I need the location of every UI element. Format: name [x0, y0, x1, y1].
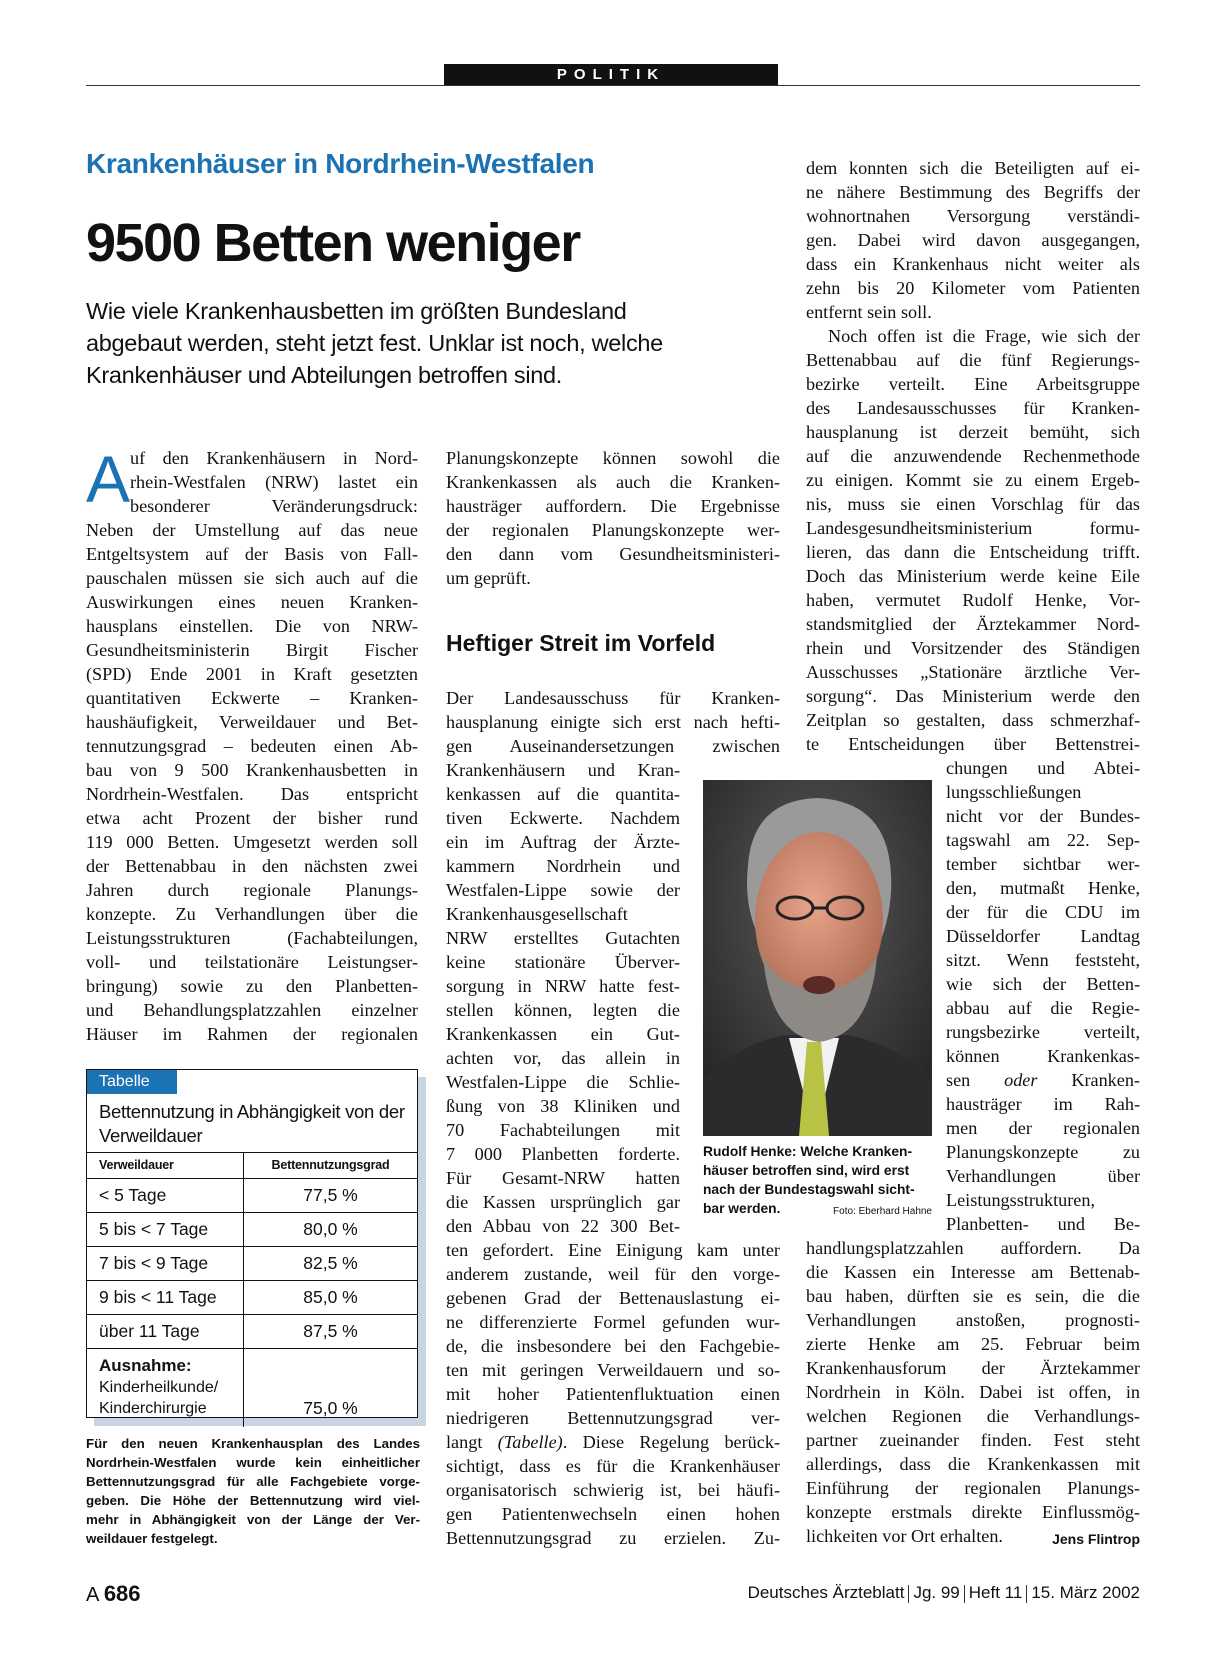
text-line: auf die anzuwendende Rechenmethode — [806, 446, 1140, 466]
dropcap: A — [86, 442, 131, 516]
text-line: gebenen Grad der Bettenauslastung ei- — [446, 1288, 780, 1308]
text-line: konzepte erstmals direkte Einflussmög- — [806, 1502, 1140, 1522]
text-line: Planungskonzepte zu — [946, 1142, 1140, 1162]
text-line: geben. Die Höhe der Bettennutzung wird viel- — [86, 1493, 420, 1508]
text-line: Für den neuen Krankenhausplan des Landes — [86, 1436, 420, 1451]
text-line: den Abbau von 22 300 Bet- — [446, 1216, 680, 1236]
text-line: den, mutmaßt Henke, — [946, 878, 1140, 898]
text-line: Landesgesundheitsministerium formu- — [806, 518, 1140, 538]
text-line: wohnortnahen Versorgung verständi- — [806, 206, 1140, 226]
portrait-image — [703, 780, 932, 1136]
text-line: anderem zustande, weil für den vorge- — [446, 1264, 780, 1284]
text-line: rhein und Vorsitzender des Ständigen — [806, 638, 1140, 658]
text-line: Gesundheitsministerin Birgit Fischer — [86, 640, 418, 660]
text-line: achten vor, das allein in — [446, 1048, 680, 1068]
portrait-photo — [703, 780, 932, 1136]
text-line: sorgung in NRW hatte fest- — [446, 976, 680, 996]
text-line: um geprüft. — [446, 568, 531, 588]
text-line: kenkassen auf die quantita- — [446, 784, 680, 804]
text-line: Planungskonzepte können sowohl die — [446, 448, 780, 468]
text-line: ein im Auftrag der Ärzte- — [446, 832, 680, 852]
text-line: Der Landesausschuss für Kranken- — [446, 688, 780, 708]
table-cell: 82,5 % — [303, 1253, 358, 1273]
text-line: bringung) sowie zu den Planbetten- — [86, 976, 418, 996]
text-line: der regionalen Planungskonzepte wer- — [446, 520, 780, 540]
text-line: dem konnten sich die Beteiligten auf ei- — [806, 158, 1140, 178]
text-line: mit hoher Patientenfluktuation einen — [446, 1384, 780, 1404]
text-line: Planbetten- und Be- — [946, 1214, 1140, 1234]
text-line: Verhandlungen über — [946, 1166, 1140, 1186]
text-line: lieren, das dann die Entscheidung trifft. — [806, 542, 1140, 562]
text-line: langt (Tabelle). Diese Regelung berück- — [446, 1432, 781, 1452]
table-row — [87, 1280, 417, 1314]
text-line: ne nähere Bestimmung des Begriffs der — [806, 182, 1140, 202]
text-line: gen Patientenwechseln einen hohen — [446, 1504, 780, 1524]
section-label: POLITIK — [444, 64, 778, 85]
text-line: die Kassen ein Interesse am Bettenab- — [806, 1262, 1140, 1282]
text-line: Leistungsstrukturen, — [946, 1190, 1096, 1210]
text-line: Bettennutzungsgrad für alle Fachgebiete vorge- — [86, 1474, 420, 1489]
text-line: zu einigen. Kommt sie zu einem Ergeb- — [806, 470, 1140, 490]
text-line: ne differenzierte Formel gefunden wur- — [446, 1312, 780, 1332]
date: 15. März 2002 — [1031, 1583, 1140, 1602]
text-line: lichkeiten vor Ort erhalten. Jens Flintrop — [806, 1524, 1140, 1548]
article-headline: 9500 Betten weniger — [86, 213, 580, 273]
table-cell: 87,5 % — [303, 1321, 358, 1341]
text-line: bau haben, dürften sie es sein, die die — [806, 1286, 1140, 1306]
text-line: der Bettenabbau in den nächsten zwei — [86, 856, 418, 876]
text-line: Bettenabbau auf die fünf Regierungs- — [806, 350, 1140, 370]
text-line: tennutzungsgrad – bedeuten einen Ab- — [86, 736, 418, 756]
table-row — [87, 1246, 417, 1280]
text-line: gen Auseinandersetzungen zwischen — [446, 736, 780, 756]
text-line: partner zueinander finden. Fest steht — [806, 1430, 1140, 1450]
text-line: mehr in Abhängigkeit von der Länge der Ver- — [86, 1512, 420, 1527]
text-line: nach der Bundestagswahl sicht- — [703, 1182, 915, 1197]
text-line: hausplanung ist derzeit bemüht, sich — [806, 422, 1140, 442]
table-cell: Ausnahme: Kinderheilkunde/ Kinderchirurgie — [87, 1349, 244, 1427]
text-line: Westfalen-Lippe die Schlie- — [446, 1072, 680, 1092]
text-line: standsmitglied der Ärztekammer Nord- — [806, 614, 1140, 634]
text-line: Bettennutzungsgrad zu erzielen. Zu- — [446, 1528, 780, 1548]
text-line: hausträger auffordern. Die Ergebnisse — [446, 496, 780, 516]
journal-name: Deutsches Ärzteblatt — [747, 1583, 905, 1602]
text-line: sorgung“. Das Ministerium werde den — [806, 686, 1140, 706]
table-cell: 5 bis < 7 Tage — [87, 1213, 244, 1246]
text-line: hausträger im Rah- — [946, 1094, 1140, 1114]
separator — [1026, 1585, 1027, 1603]
text-line: keine stationäre Überver- — [446, 952, 680, 972]
text-line: lungsschließungen — [946, 782, 1082, 802]
text-line: haben, vermutet Rudolf Henke, Vor- — [806, 590, 1140, 610]
data-table — [86, 1069, 418, 1418]
text-line: nis, muss sie einen Vorschlag für das — [806, 494, 1140, 514]
text-line: ten mit geringen Verweildauern und so- — [446, 1360, 780, 1380]
text-line: Häuser im Rahmen der regionalen — [86, 1024, 418, 1044]
text-line: Ausschusses „Stationäre ärztliche Ver- — [806, 662, 1140, 682]
text-line: gen. Dabei wird davon ausgegangen, — [806, 230, 1140, 250]
text-line: der für die CDU im — [946, 902, 1140, 922]
body-column-1 — [86, 442, 418, 1046]
text-line: Krankenhausgesellschaft — [446, 904, 628, 924]
text-line: Krankenkassen ein Gut- — [446, 1024, 680, 1044]
text-line: nicht vor der Bundes- — [946, 806, 1140, 826]
text-line: zehn bis 20 Kilometer vom Patienten — [806, 278, 1140, 298]
text-line: bar werden. Foto: Eberhard Hahne — [703, 1199, 932, 1218]
volume: Jg. 99 — [913, 1583, 960, 1602]
table-caption — [86, 1434, 420, 1548]
table-cell: 9 bis < 11 Tage — [87, 1281, 244, 1314]
emphasis: oder — [1004, 1070, 1038, 1090]
article-kicker: Krankenhäuser in Nordrhein-Westfalen — [86, 148, 595, 179]
text-line: den dann vom Gesundheitsministeri- — [446, 544, 780, 564]
text-line: te Entscheidungen über Bettenstrei- — [806, 734, 1140, 754]
text-line: pauschalen müssen sie sich auch auf die — [86, 568, 418, 588]
author-name: Jens Flintrop — [1052, 1531, 1140, 1547]
issue: Heft 11 — [968, 1583, 1023, 1602]
text-line: besonderer Veränderungsdruck: — [130, 496, 418, 516]
page-prefix: A — [86, 1584, 99, 1606]
text-line: Einführung der regionalen Planungs- — [806, 1478, 1140, 1498]
table-tab: Tabelle — [87, 1070, 177, 1094]
lead-line: abgebaut werden, steht jetzt fest. Unklar ist noch, welche — [86, 330, 663, 356]
text-line: allerdings, dass die Krankenkassen mit — [806, 1454, 1140, 1474]
text-line: hausplans einstellen. Die von NRW- — [86, 616, 418, 636]
body-column-2-full — [446, 686, 780, 758]
text-line: Für Gesamt-NRW hatten — [446, 1168, 680, 1188]
text-line: Krankenhäusern und Kran- — [446, 760, 680, 780]
subheading: Heftiger Streit im Vorfeld — [446, 630, 716, 656]
table-row — [87, 1178, 417, 1212]
text-line: de, die insbesondere bei den Fachgebie- — [446, 1336, 780, 1356]
text-line: handlungsplatzzahlen auffordern. Da — [806, 1238, 1140, 1258]
text-line: weildauer festgelegt. — [86, 1531, 218, 1546]
table-cell: 77,5 % — [303, 1185, 358, 1205]
text-line: Doch das Ministerium werde keine Eile — [806, 566, 1140, 586]
body-column-3-top — [806, 156, 1140, 756]
table-row-exception — [87, 1348, 417, 1427]
table-title: Bettennutzung in Abhängigkeit von der Verweildauer — [99, 1101, 405, 1146]
text-line: wie sich der Betten- — [946, 974, 1140, 994]
table-header-cell: Verweildauer — [87, 1153, 244, 1178]
text-line: Düsseldorfer Landtag — [946, 926, 1140, 946]
text-line: niedrigeren Bettennutzungsgrad ver- — [446, 1408, 780, 1428]
lead-line: Krankenhäuser und Abteilungen betroffen sind. — [86, 362, 563, 388]
table-cell: < 5 Tage — [87, 1179, 244, 1212]
table-cell: über 11 Tage — [87, 1315, 244, 1348]
text-line: rhein-Westfalen (NRW) lastet ein — [130, 472, 418, 492]
text-line: zierte Henke am 25. Februar beim — [806, 1334, 1140, 1354]
text-line: 119 000 Betten. Umgesetzt werden soll — [86, 832, 418, 852]
table-reference: (Tabelle) — [497, 1432, 563, 1452]
text-line: ten gefordert. Eine Einigung kam unter — [446, 1240, 780, 1260]
table-row — [87, 1314, 417, 1348]
text-line: Auswirkungen eines neuen Kranken- — [86, 592, 418, 612]
text-line: tiven Eckwerte. Nachdem — [446, 808, 680, 828]
journal-info — [748, 1583, 1140, 1603]
table-body — [87, 1152, 417, 1427]
lead-line: Wie viele Krankenhausbetten im größten Bundesland — [86, 298, 627, 324]
text-line: Nordrhein-Westfalen wurde kein einheitlicher — [86, 1455, 420, 1470]
text-line: Krankenhausforum der Ärztekammer — [806, 1358, 1140, 1378]
table-cell: 7 bis < 9 Tage — [87, 1247, 244, 1280]
table-cell: 85,0 % — [303, 1287, 358, 1307]
text-line: stellen können, legten die — [446, 1000, 680, 1020]
body-column-2-narrow — [446, 758, 680, 1238]
text-line: konzepte. Zu Verhandlungen über die — [86, 904, 418, 924]
text-line: bau von 9 500 Krankenhausbetten in — [86, 760, 418, 780]
text-line: etwa acht Prozent der bisher rund — [86, 808, 418, 828]
table-cell: 75,0 % — [303, 1398, 358, 1418]
text-line: können Krankenkas- — [946, 1046, 1140, 1066]
text-line: Noch offen ist die Frage, wie sich der — [828, 326, 1140, 346]
text-line: 70 Fachabteilungen mit — [446, 1120, 680, 1140]
table-header-row — [87, 1152, 417, 1178]
exception-label: Ausnahme: — [99, 1356, 192, 1375]
text-line: chungen und Abtei- — [946, 758, 1140, 778]
article-lead — [86, 295, 746, 391]
body-column-2-top — [446, 446, 780, 590]
text-line: tember sichtbar wer- — [946, 854, 1140, 874]
body-column-2-bottom — [446, 1238, 780, 1550]
text-line: Verhandlungen anstoßen, prognosti- — [806, 1310, 1140, 1330]
separator — [964, 1585, 965, 1603]
text-line: men der regionalen — [946, 1118, 1140, 1138]
text-line: voll- und teilstationäre Leistungser- — [86, 952, 418, 972]
text-line: welchen Regionen die Verhandlungs- — [806, 1406, 1140, 1426]
text-line: ßung von 38 Kliniken und — [446, 1096, 680, 1116]
text-line: Jahren durch regionale Planungs- — [86, 880, 418, 900]
text-line: Nordrhein in Köln. Dabei ist offen, in — [806, 1382, 1140, 1402]
text-line: NRW erstelltes Gutachten — [446, 928, 680, 948]
text-line: Leistungsstrukturen (Fachabteilungen, — [86, 928, 418, 948]
body-column-3-narrow — [946, 756, 1140, 1236]
photo-credit: Foto: Eberhard Hahne — [833, 1206, 932, 1217]
page-number — [86, 1581, 141, 1607]
table-row — [87, 1212, 417, 1246]
text-line: organisatorisch schwierig ist, bei häufi- — [446, 1480, 780, 1500]
text-line: Zeitplan so gestalten, dass schmerzhaf- — [806, 710, 1140, 730]
text-line: entfernt sein soll. — [806, 302, 932, 322]
text-line: Neben der Umstellung auf das neue — [86, 520, 418, 540]
text-line: des Landesausschusses für Kranken- — [806, 398, 1140, 418]
photo-caption — [703, 1142, 932, 1221]
text-line: kammern Nordrhein und — [446, 856, 680, 876]
text-line: dass ein Krankenhaus nicht weiter als — [806, 254, 1140, 274]
text-line: sen oder Kranken- — [946, 1070, 1140, 1090]
page-number-value: 686 — [103, 1581, 141, 1606]
text-line: und Behandlungsplatzzahlen einzelner — [86, 1000, 418, 1020]
text-line: häuser betroffen sind, wird erst — [703, 1163, 910, 1178]
table-header-cell: Bettennutzungsgrad — [271, 1158, 390, 1172]
text-line: sichtigt, dass es für die Krankenhäuser — [446, 1456, 780, 1476]
top-rule — [86, 85, 1140, 86]
text-line: Nordrhein-Westfalen. Das entspricht — [86, 784, 418, 804]
separator — [908, 1585, 909, 1603]
text-line: rungsbezirke verteilt, — [946, 1022, 1140, 1042]
text-line: uf den Krankenhäusern in Nord- — [130, 448, 418, 468]
body-column-3-bottom — [806, 1236, 1140, 1551]
text-line: tagswahl am 22. Sep- — [946, 830, 1140, 850]
text-line: 7 000 Planbetten forderte. — [446, 1144, 680, 1164]
text-line: Westfalen-Lippe sowie der — [446, 880, 680, 900]
text-line: Krankenkassen als auch die Kranken- — [446, 472, 780, 492]
text-line: quantitativen Eckwerte – Kranken- — [86, 688, 418, 708]
table-cell: 80,0 % — [303, 1219, 358, 1239]
text-line: sitzt. Wenn feststeht, — [946, 950, 1140, 970]
text-line: abbau auf die Regie- — [946, 998, 1140, 1018]
text-line: haushäufigkeit, Verweildauer und Bet- — [86, 712, 418, 732]
text-line: die Kassen ursprünglich gar — [446, 1192, 680, 1212]
text-line: Entgeltsystem auf der Basis von Fall- — [86, 544, 418, 564]
text-line: hausplanung einigte sich erst nach hefti- — [446, 712, 780, 732]
text-line: (SPD) Ende 2001 in Kraft gesetzten — [86, 664, 418, 684]
text-line: bezirke verteilt. Eine Arbeitsgruppe — [806, 374, 1140, 394]
text-line: Rudolf Henke: Welche Kranken- — [703, 1144, 913, 1159]
